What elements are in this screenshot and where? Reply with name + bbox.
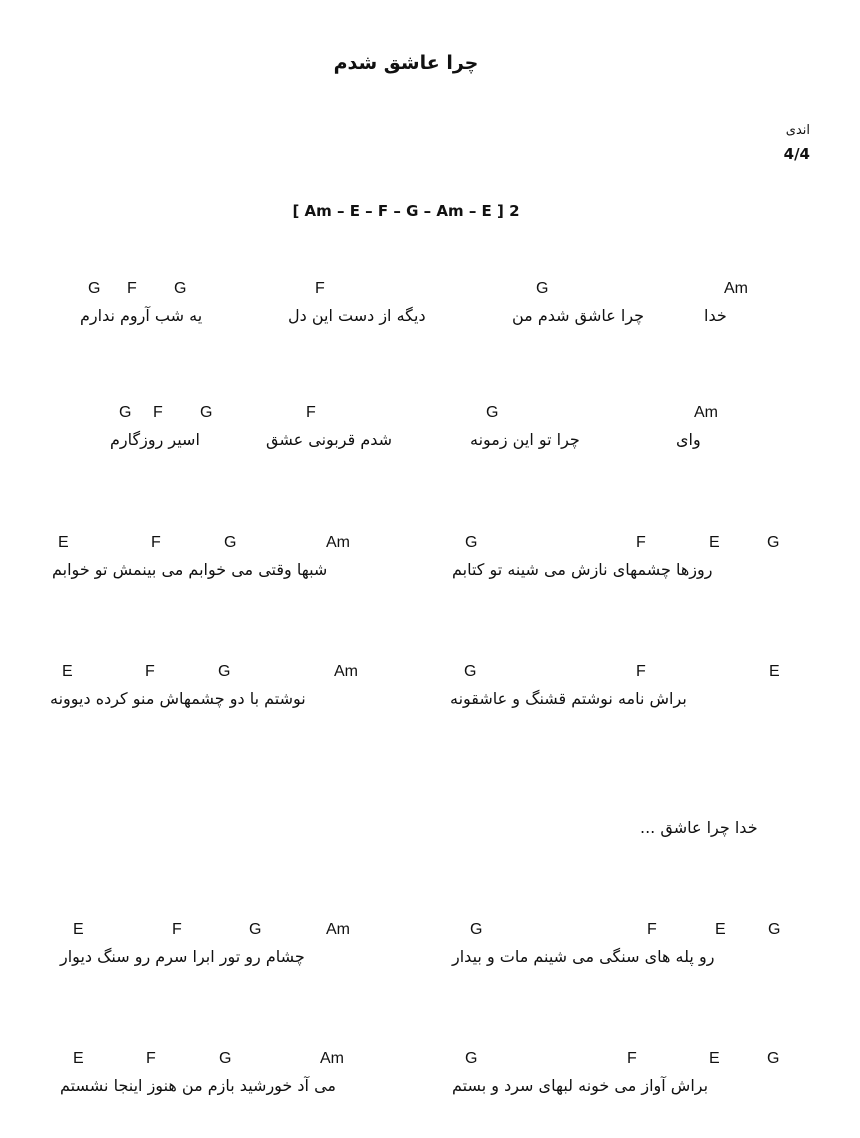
- chord: G: [768, 921, 781, 938]
- lyric-line-right: روزها چشمهای نازش می شینه تو کتابم: [452, 560, 713, 579]
- lyric-line-left: شبها وقتی می خوابم می بینمش تو خوابم: [52, 560, 328, 579]
- chord: F: [627, 1050, 637, 1067]
- time-signature: 4/4: [783, 145, 810, 163]
- lyric-segment: چرا تو این زمونه: [470, 430, 580, 449]
- chord: G: [224, 534, 237, 551]
- lyric-segment: یه شب آروم ندارم: [80, 306, 203, 325]
- song-title: چرا عاشق شدم: [333, 52, 479, 74]
- chord: Am: [334, 663, 358, 680]
- chord: E: [58, 534, 69, 551]
- chord: E: [73, 921, 84, 938]
- chord: G: [249, 921, 262, 938]
- chord: Am: [326, 921, 350, 938]
- chord: F: [647, 921, 657, 938]
- intro-chord-progression: [ Am – E – F – G – Am – E ] 2: [292, 202, 520, 220]
- chord: F: [636, 663, 646, 680]
- chord: Am: [320, 1050, 344, 1067]
- chord: G: [486, 404, 499, 421]
- chord: E: [709, 534, 720, 551]
- lyric-segment: دیگه از دست این دل: [288, 306, 426, 325]
- lyric-line-right: براش نامه نوشتم قشنگ و عاشقونه: [450, 689, 687, 708]
- chord: E: [709, 1050, 720, 1067]
- lyric-line-left: می آد خورشید بازم من هنوز اینجا نشستم: [60, 1076, 336, 1095]
- chord: G: [200, 404, 213, 421]
- chord: F: [315, 280, 325, 297]
- lyric-segment: چرا عاشق شدم من: [512, 306, 645, 325]
- chord: G: [219, 1050, 232, 1067]
- chord: G: [465, 534, 478, 551]
- lyric-segment: اسیر روزگارم: [110, 430, 200, 449]
- chord: E: [62, 663, 73, 680]
- chord: G: [119, 404, 132, 421]
- chord: G: [470, 921, 483, 938]
- refrain-marker: خدا چرا عاشق ...: [640, 818, 758, 837]
- chord: G: [218, 663, 231, 680]
- chord: F: [151, 534, 161, 551]
- chord: F: [636, 534, 646, 551]
- chord: E: [73, 1050, 84, 1067]
- chord: Am: [694, 404, 718, 421]
- chord: G: [174, 280, 187, 297]
- lyric-line-left: نوشتم با دو چشمهاش منو کرده دیوونه: [50, 689, 306, 708]
- chord: F: [145, 663, 155, 680]
- chord: G: [767, 1050, 780, 1067]
- chord: E: [769, 663, 780, 680]
- lyric-segment: شدم قربونی عشق: [266, 430, 393, 449]
- lyric-segment: وای: [676, 430, 701, 449]
- chord: G: [536, 280, 549, 297]
- artist-name: اندی: [785, 123, 810, 138]
- chord: G: [767, 534, 780, 551]
- lyric-line-right: رو پله های سنگی می شینم مات و بیدار: [452, 947, 715, 966]
- lyric-segment: خدا: [704, 306, 727, 325]
- chord: G: [88, 280, 101, 297]
- chord: E: [715, 921, 726, 938]
- chord: F: [172, 921, 182, 938]
- lyric-line-right: براش آواز می خونه لبهای سرد و بستم: [452, 1076, 709, 1095]
- chord: G: [464, 663, 477, 680]
- lyric-line-left: چشام رو تور ابرا سرم رو سنگ دیوار: [60, 947, 305, 966]
- chord: Am: [724, 280, 748, 297]
- chord: Am: [326, 534, 350, 551]
- chord: F: [153, 404, 163, 421]
- chord: F: [306, 404, 316, 421]
- chord: G: [465, 1050, 478, 1067]
- chord: F: [146, 1050, 156, 1067]
- chord: F: [127, 280, 137, 297]
